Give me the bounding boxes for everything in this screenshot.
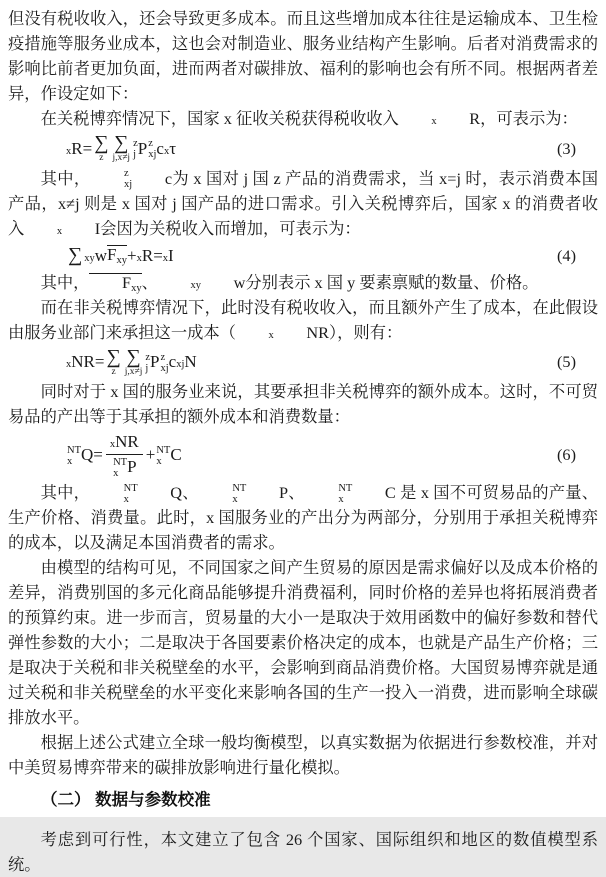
equation-5-number: (5)	[557, 352, 576, 372]
math-variable: NT x P	[113, 457, 137, 480]
math-variable: xy w	[190, 272, 246, 292]
equation-6	[8, 431, 598, 478]
math-variable: $F_{xy}$	[89, 273, 141, 292]
math-variable: z xj c	[160, 351, 177, 374]
math-variable: x R	[431, 109, 481, 128]
math-variable: NT x P	[232, 482, 288, 505]
paragraph-2: 在关税博弈情况下，国家 x 征收关税获得税收收入 x R ，可表示为：	[8, 106, 598, 131]
equation-4-formula: ∑ xy w $F_{xy}$ + x R = x I	[68, 244, 174, 267]
math-variable: z xj c	[124, 167, 173, 190]
section-heading-data-calibration: （二） 数据与参数校准	[41, 791, 211, 810]
math-variable: NT x C	[338, 482, 396, 505]
math-variable: z j P	[145, 351, 160, 374]
paragraph-9: 根据上述公式建立全球一般均衡模型，以真实数据为依据进行参数校准，并对中美贸易博弈带来的碳排放影响进行量化模拟。	[8, 733, 598, 778]
paragraph-3: 其中， z xj c 为 x 国对 j 国 z 产品的消费需求，当 x=j 时，表示消费本国产品，x≠j 则是 x 国对 j 国产品的进口需求。引入关税博弈后，国家 x 的消费者收入 x I 会因为关税收入而增加，可表示为：	[8, 166, 598, 241]
equation-5-formula: x NR = ∑ z ∑ j,x≠j z j P z xj c xj N	[66, 345, 197, 377]
summation-symbol: ∑ z	[94, 132, 109, 163]
summation-symbol: ∑ j,x≠j	[112, 132, 131, 163]
equation-4-number: (4)	[557, 245, 576, 265]
math-variable: x NR	[109, 432, 139, 451]
equation-6-number: (6)	[557, 445, 576, 465]
math-variable: NT x Q	[67, 444, 94, 467]
math-variable: x R	[136, 245, 154, 265]
math-variable: z xj c	[148, 138, 164, 161]
paragraph-6: 同时对于 x 国的服务业来说，其要承担非关税博弈的额外成本。这时，不可贸易品的产出等于其承担的额外成本和消费数量：	[8, 382, 598, 426]
math-variable: x NR	[66, 352, 95, 372]
math-variable: NT x C	[156, 444, 182, 467]
paragraph-10: 考虑到可行性，本文建立了包含 26 个国家、国际组织和地区的数值模型系统。	[8, 830, 598, 875]
math-variable: x I	[56, 218, 101, 238]
equation-3-number: (3)	[557, 138, 576, 158]
math-variable: z j P	[133, 138, 148, 161]
math-variable: x NR	[268, 322, 330, 342]
math-variable: xy w	[84, 245, 108, 265]
paragraph-1: 但没有税收收入，还会导致更多成本。而且这些增加成本往往是运输成本、卫生检疫措施等服务业成本，这也会对制造业、服务业结构产生影响。后者对消费需求的影响比前者更加负面，进而两者对碳排放、福利的影响也会有所不同。根据两者差异，作设定如下：	[8, 9, 598, 103]
equation-5	[8, 347, 598, 378]
math-variable: xj N	[176, 352, 197, 372]
summation-symbol: ∑ j,x≠j	[124, 345, 143, 377]
math-variable: x R	[66, 138, 83, 158]
paragraph-4: 其中， $F_{xy}$ 、 xy w 分别表示 x 国 y 要素禀赋的数量、价格。	[8, 270, 598, 295]
math-variable: x τ	[163, 138, 177, 158]
paragraph-5: 而在非关税博弈情况下，此时没有税收收入，而且额外产生了成本，在此假设由服务业部门来承担这一成本（ x NR ），则有：	[8, 295, 598, 345]
equation-6-formula: NT x Q = x NR NT x P + NT x C	[67, 432, 182, 480]
math-variable: NT x Q	[123, 482, 183, 505]
paragraph-8: 由模型的结构可见，不同国家之间产生贸易的原因是需求偏好以及成本价格的差异，消费别国的多元化商品能够提升消费福利，同时价格的差异也将拓展消费者的预算约束。进一步而言，贸易量的大小一是取决于效用函数中的偏好参数和替代弹性参数的大小；二是取决于各国要素价格决定的成本，也就是产品生产价格；三是取决于关税和非关税壁垒的水平，会影响到商品消费价格。大国贸易博弈就是通过关税和非关税壁垒的水平变化来影响各国的生产一投入一消费，进而影响全球碳排放水平。	[8, 558, 598, 728]
paragraph-7: 其中， NT x Q 、 NT x P 、 NT x C 是 x 国不可贸易品的产量、生产价格、消费量。此时，x 国服务业的产出分为两部分，分别用于承担关税博弈的成本，以及满足本国消费者的需求。	[8, 480, 598, 555]
summation-symbol: ∑	[68, 244, 83, 266]
summation-symbol: ∑ z	[106, 345, 121, 377]
math-variable: x I	[162, 245, 174, 265]
equation-3	[8, 133, 598, 164]
equation-4	[8, 243, 598, 268]
equation-3-formula: x R = ∑ z ∑ j,x≠j z j P z xj c x τ	[66, 132, 177, 163]
math-variable: $F_{xy}$	[107, 245, 128, 267]
fraction	[106, 431, 143, 478]
